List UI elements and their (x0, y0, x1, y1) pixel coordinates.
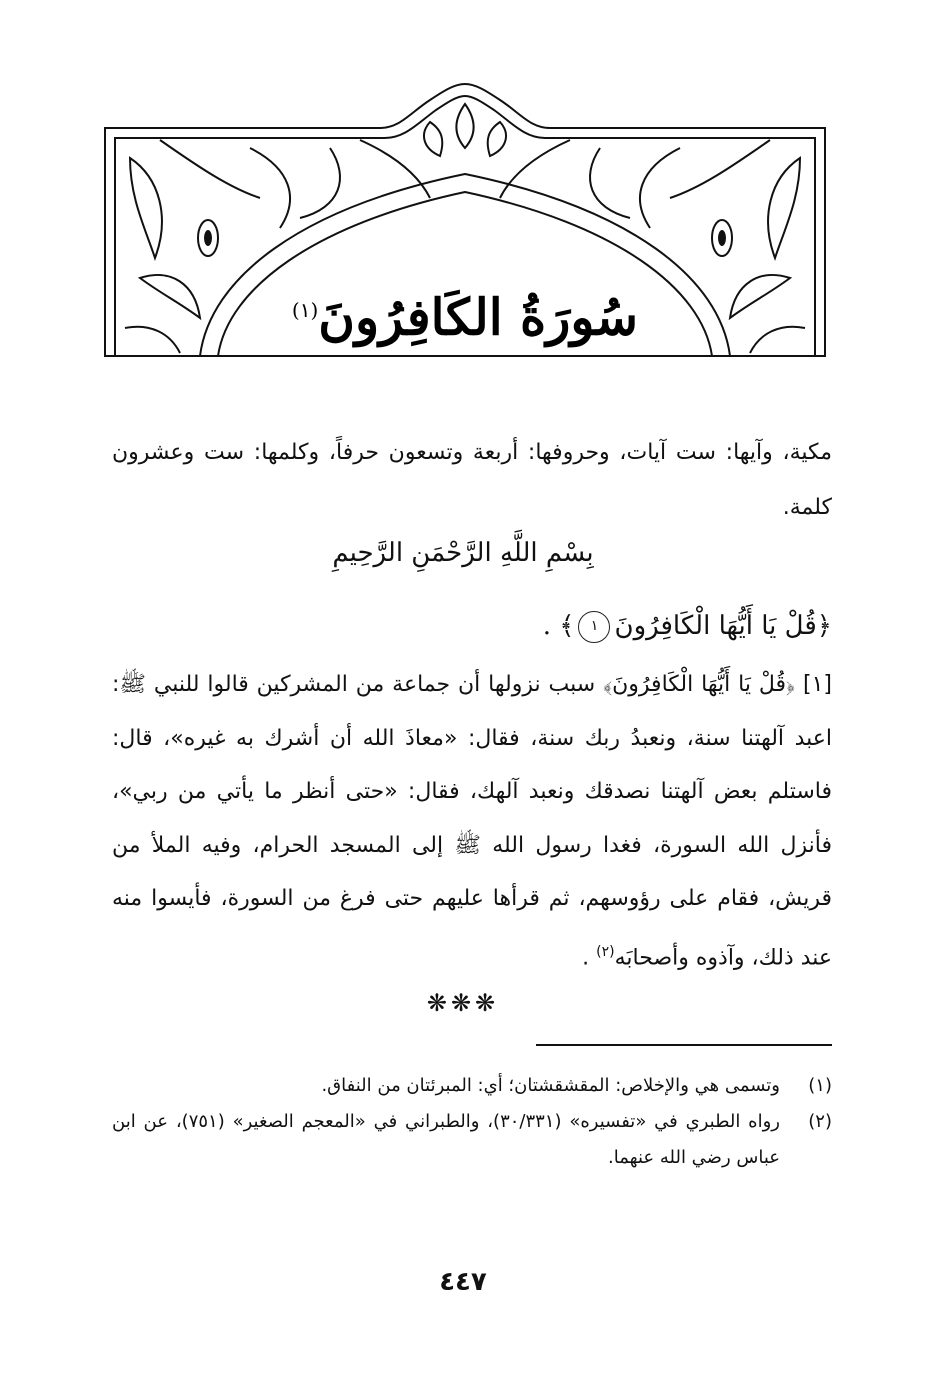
section-separator: ❋❋❋ (426, 989, 500, 1017)
basmala: بِسْمِ اللَّهِ الرَّحْمَنِ الرَّحِيمِ (332, 538, 594, 568)
commentary-footnote-marker: (٢) (596, 943, 615, 960)
verse-end-punct: . (542, 611, 551, 641)
commentary-quoted-verse: ﴿قُلْ يَا أَيُّهَا الْكَافِرُونَ﴾ (603, 672, 796, 697)
commentary-marker: [١] (802, 672, 832, 697)
verse-text: قُلْ يَا أَيُّهَا الْكَافِرُونَ (614, 611, 817, 641)
verse-close-bracket: ﴾ (559, 611, 575, 641)
page-number: ٤٤٧ (439, 1267, 487, 1297)
footnotes (112, 1068, 832, 1176)
commentary-end-punct: . (582, 944, 590, 970)
footnote-2-text: رواه الطبري في «تفسيره» (٣٠/٣٣١)، والطبراني في «المعجم الصغير» (٧٥١)، عن ابن عباس رضي الله عنهما. (112, 1111, 780, 1168)
footnote-1-number: (١) (808, 1075, 832, 1096)
footnote-2-number: (٢) (808, 1111, 832, 1132)
verse-line (112, 600, 832, 652)
footnote-1 (112, 1068, 832, 1104)
surah-intro: مكية، وآيها: ست آيات، وحروفها: أربعة وتسعون حرفاً، وكلمها: ست وعشرون كلمة. (112, 440, 832, 520)
surah-title (270, 270, 660, 350)
surah-title-text: سُورَةُ الكَافِرُونَ (318, 287, 639, 347)
title-footnote-marker: (١) (291, 298, 319, 322)
footnote-2 (112, 1104, 832, 1176)
ayah-number-marker: ١ (578, 611, 610, 643)
footnote-1-text: وتسمى هي والإخلاص: المقشقشتان؛ أي: المبرئتان من النفاق. (321, 1075, 780, 1096)
verse-open-bracket: ﴿ (816, 611, 832, 641)
commentary-paragraph (112, 658, 832, 984)
commentary-text: سبب نزولها أن جماعة من المشركين قالوا للنبي ﷺ: اعبد آلهتنا سنة، ونعبدُ ربك سنة، فقال: «معاذَ الله أن أشرك به غيره»، قال: فاستلم بعض آلهتنا نصدقك ونعبد آلهك، فقال: «حتى أنظر ما يأتي من ربي»، فأنزل الله السورة، فغدا رسول الله ﷺ إلى المسجد الحرام، وفيه الملأ من قريش، فقام على رؤوسهم، ثم قرأها عليهم حتى فرغ من السورة، فأيسوا منه عند ذلك، وآذوه وأصحابَه (112, 672, 832, 970)
footnote-divider (536, 1044, 832, 1046)
